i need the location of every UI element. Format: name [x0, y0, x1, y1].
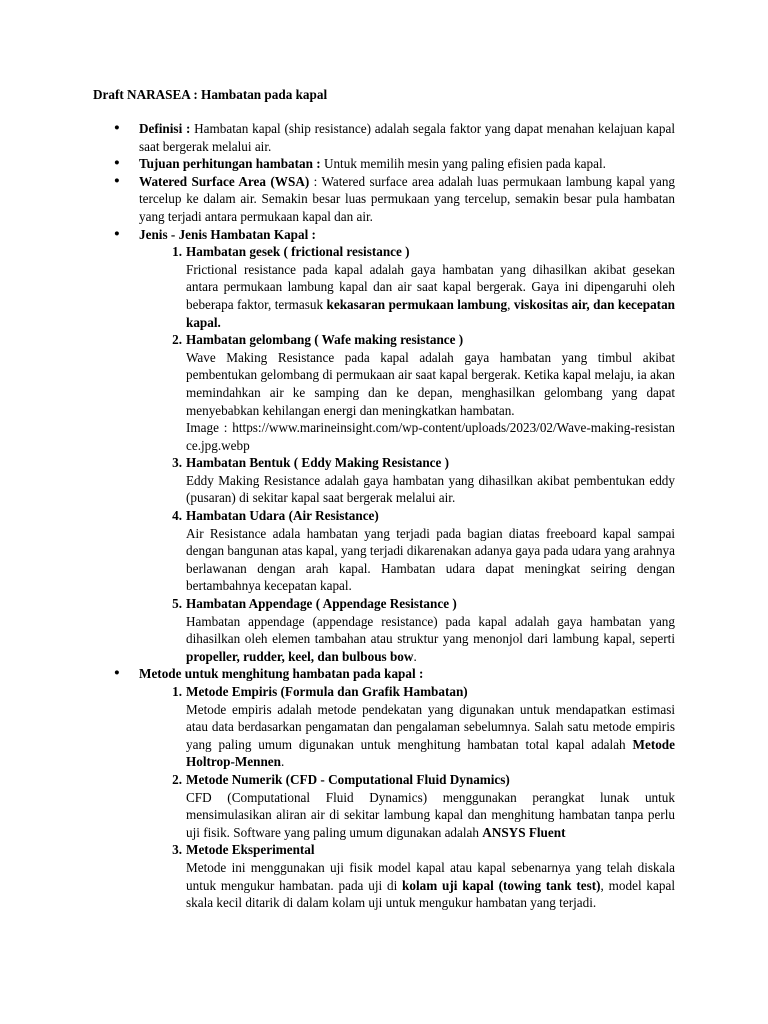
- list-item: [139, 507, 675, 595]
- item-text: .: [413, 648, 417, 664]
- main-bullet-list: [93, 120, 675, 912]
- bullet-text: : Watered surface area adalah luas permukaan lambung kapal yang tercelup ke dalam air. Semakin besar luas permukaan yang tercelup, semakin besar pula hambatan yang terjadi antara permukaan kapal dan air.: [139, 173, 676, 224]
- item-body: [186, 701, 675, 771]
- document-page: [93, 86, 675, 912]
- list-item: [139, 454, 675, 507]
- item-body: Wave Making Resistance pada kapal adalah gaya hambatan yang timbul akibat pembentukan gelombang di permukaan air saat kapal bergerak. Ketika kapal melaju, ia akan memindahkan air ke samping dan ke depan, menghasilkan gelombang yang dapat menyebabkan kehilangan energi dan meningkatkan hambatan.: [186, 349, 675, 418]
- metode-list: [139, 683, 675, 912]
- item-text: , model kapal skala kecil ditarik di dalam kolam uji untuk mengukur hambatan yang terjadi.: [186, 877, 675, 911]
- item-body: [186, 859, 675, 912]
- list-item: [139, 841, 675, 911]
- item-text: Metode empiris adalah metode pendekatan yang digunakan untuk mendapatkan estimasi atau data berdasarkan pengamatan dan pengalaman sebelumnya. Salah satu metode empiris yang paling umum digunakan untuk menghitung hambatan total kapal adalah: [186, 701, 675, 752]
- list-number: 4.: [172, 508, 182, 524]
- list-item: [139, 331, 675, 454]
- item-text: Frictional resistance pada kapal adalah gaya hambatan yang dihasilkan akibat gesekan antara permukaan lambung kapal dan air saat kapal bergerak. Gaya ini dipengaruhi oleh beberapa faktor, termasuk: [186, 261, 675, 312]
- page-title: Draft NARASEA : Hambatan pada kapal: [93, 87, 328, 102]
- item-bold: ANSYS Fluent: [482, 824, 566, 840]
- item-bold: propeller, rudder, keel, dan bulbous bow: [186, 648, 414, 664]
- item-heading: Metode Empiris (Formula dan Grafik Hambatan): [186, 684, 468, 699]
- bullet-wsa: [93, 173, 675, 226]
- section-heading: ● Metode untuk menghitung hambatan pada kapal :: [139, 666, 424, 682]
- item-heading: Hambatan Udara (Air Resistance): [186, 508, 379, 524]
- item-heading: Hambatan gelombang ( Wafe making resistance ): [186, 332, 464, 348]
- bullet-text: Untuk memilih mesin yang paling efisien pada kapal.: [320, 156, 606, 172]
- list-number: 2.: [172, 332, 182, 348]
- item-body: [186, 613, 675, 666]
- item-bold: viskositas air, dan kecepatan kapal.: [186, 296, 676, 330]
- item-text: Hambatan appendage (appendage resistance) pada kapal adalah gaya hambatan yang dihasilkan oleh elemen tambahan atau struktur yang menonjol dari lambung kapal, seperti: [186, 613, 675, 647]
- list-item: [139, 683, 675, 771]
- item-bold: kolam uji kapal (towing tank test): [402, 877, 601, 893]
- bullet-text: Hambatan kapal (ship resistance) adalah segala faktor yang dapat menahan kelajuan kapal saat bergerak melalui air.: [139, 121, 675, 154]
- item-bold: Metode Holtrop-Mennen: [186, 736, 675, 770]
- item-body: [186, 261, 675, 331]
- bullet-label: Watered Surface Area (WSA): [139, 173, 310, 189]
- bullet-jenis: [93, 226, 675, 666]
- list-item: [139, 595, 675, 665]
- item-body: Eddy Making Resistance adalah gaya hambatan yang dihasilkan akibat pembentukan eddy (pusaran) di sekitar kapal saat bergerak melalui air.: [186, 472, 675, 506]
- image-url: Image : https://www.marineinsight.com/wp-content/uploads/2023/02/Wave-making-resistance.jpg.webp: [186, 420, 675, 453]
- item-heading: Hambatan Appendage ( Appendage Resistance ): [186, 596, 457, 612]
- item-text: CFD (Computational Fluid Dynamics) menggunakan perangkat lunak untuk mensimulasikan aliran air di sekitar lambung kapal dan menghitung hambatan tanpa perlu uji fisik. Software yang paling umum digunakan adalah: [186, 789, 675, 840]
- item-body: Air Resistance adala hambatan yang terjadi pada bagian diatas freeboard kapal sampai dengan bangunan atas kapal, yang terjadi dikarenakan adanya gaya pada udara yang arahnya berlawanan dengan arah kapal. Hambatan udara dapat meningkat seiring dengan bertambahnya kecepatan kapal.: [186, 525, 675, 594]
- item-heading: Hambatan Bentuk ( Eddy Making Resistance ): [186, 455, 450, 471]
- list-number: 3.: [172, 455, 182, 471]
- list-number: 5.: [172, 596, 182, 612]
- bullet-label: Definisi :: [139, 121, 191, 136]
- item-bold: kekasaran permukaan lambung: [326, 296, 508, 312]
- item-text: Metode ini menggunakan uji fisik model kapal atau kapal sebenarnya yang telah diskala untuk mengukur hambatan. pada uji di: [186, 859, 675, 893]
- item-heading: Metode Numerik (CFD - Computational Fluid Dynamics): [186, 771, 510, 787]
- item-heading: Hambatan gesek ( frictional resistance ): [186, 244, 410, 260]
- item-text: .: [281, 754, 285, 770]
- list-item: [139, 243, 675, 331]
- section-heading: ● Jenis - Jenis Hambatan Kapal :: [139, 226, 316, 242]
- bullet-tujuan: [93, 155, 675, 173]
- list-number: 1.: [172, 244, 182, 260]
- bullet-label: Tujuan perhitungan hambatan :: [139, 156, 321, 172]
- list-item: [139, 771, 675, 841]
- jenis-list: [139, 243, 675, 665]
- list-number: 1.: [172, 684, 182, 699]
- list-number: 2.: [172, 771, 182, 787]
- list-number: 3.: [172, 842, 182, 858]
- item-body: [186, 789, 675, 842]
- item-heading: Metode Eksperimental: [186, 842, 315, 858]
- bullet-definisi: [93, 120, 675, 155]
- bullet-metode: [93, 665, 675, 911]
- item-text: ,: [507, 296, 514, 312]
